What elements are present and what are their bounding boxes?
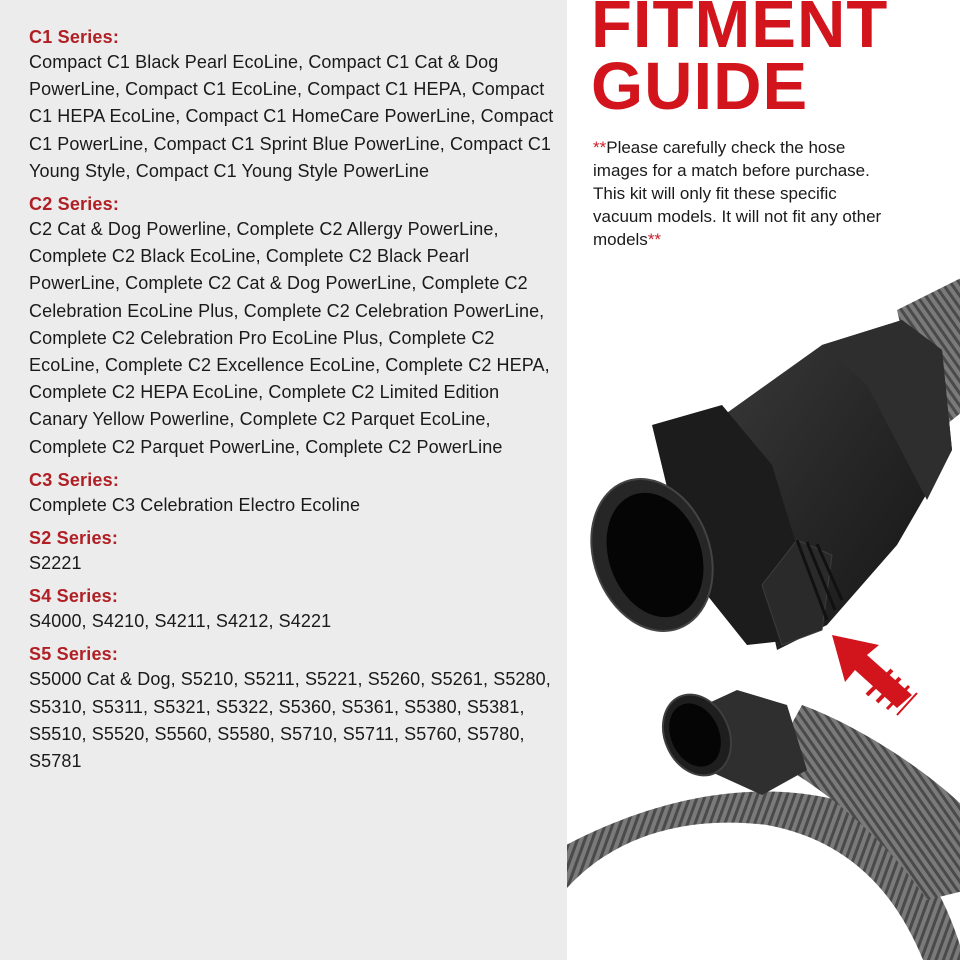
series-models: Complete C3 Celebration Electro Ecoline (29, 494, 361, 515)
series-c2 (29, 192, 559, 461)
series-models: S5000 Cat & Dog, S5210, S5211, S5221, S5260, S5261, S5280, S5310, S5311, S5321, S5322, S5360, S5361, S5380, S5381, S5510, S5520, S5560, S5580, S5710, S5711, S5760, S5780, S5781 (29, 669, 551, 772)
guide-title-line1: FITMENT (591, 0, 889, 62)
fitment-notice (593, 136, 893, 251)
series-models: Compact C1 Black Pearl EcoLine, Compact C1 Cat & Dog PowerLine, Compact C1 EcoLine, Compact C1 HEPA, Compact C1 HEPA EcoLine, Compact C1 HomeCare PowerLine, Compact C1 PowerLine, Compact C1 Sprint Blue PowerLine, Compact C1 Young Style, Compact C1 Young Style PowerLine (29, 52, 554, 181)
insert-direction-arrow-icon (832, 635, 917, 715)
series-c3 (29, 468, 559, 519)
series-s5 (29, 642, 559, 775)
series-list (29, 25, 559, 782)
series-title: C3 Series: (29, 469, 120, 490)
series-models: C2 Cat & Dog Powerline, Complete C2 Allergy PowerLine, Complete C2 Black EcoLine, Complete C2 Black Pearl PowerLine, Complete C2 Cat & Dog PowerLine, Complete C2 Celebration EcoLine Plus, Complete C2 Celebration PowerLine, Complete C2 Celebration Pro EcoLine Plus, Complete C2 EcoLine, Complete C2 Excellence EcoLine, Complete C2 HEPA, Complete C2 HEPA EcoLine, Complete C2 Limited Edition Canary Yellow Powerline, Complete C2 Parquet EcoLine, Complete C2 Parquet PowerLine, Complete C2 PowerLine (29, 219, 550, 457)
series-s4 (29, 584, 559, 635)
notice-prefix: ** (593, 138, 607, 157)
large-connector (571, 320, 952, 650)
notice-text: Please carefully check the hose images for a match before purchase. This kit will only fit these specific vacuum models. It will not fit any other models (593, 138, 882, 249)
series-c1 (29, 25, 559, 185)
hose-connector-image (567, 250, 960, 960)
small-connector (650, 683, 807, 795)
notice-suffix: ** (647, 230, 662, 249)
series-title: S5 Series: (29, 644, 119, 665)
series-title: S2 Series: (29, 528, 119, 549)
series-title: S4 Series: (29, 586, 119, 607)
guide-title-line2: GUIDE (591, 49, 809, 124)
series-models: S2221 (29, 553, 82, 574)
series-title: C2 Series: (29, 194, 120, 215)
guide-panel (567, 0, 960, 960)
series-models: S4000, S4210, S4211, S4212, S4221 (29, 611, 332, 632)
guide-title (591, 0, 889, 124)
series-title: C1 Series: (29, 27, 120, 47)
series-s2 (29, 526, 559, 577)
